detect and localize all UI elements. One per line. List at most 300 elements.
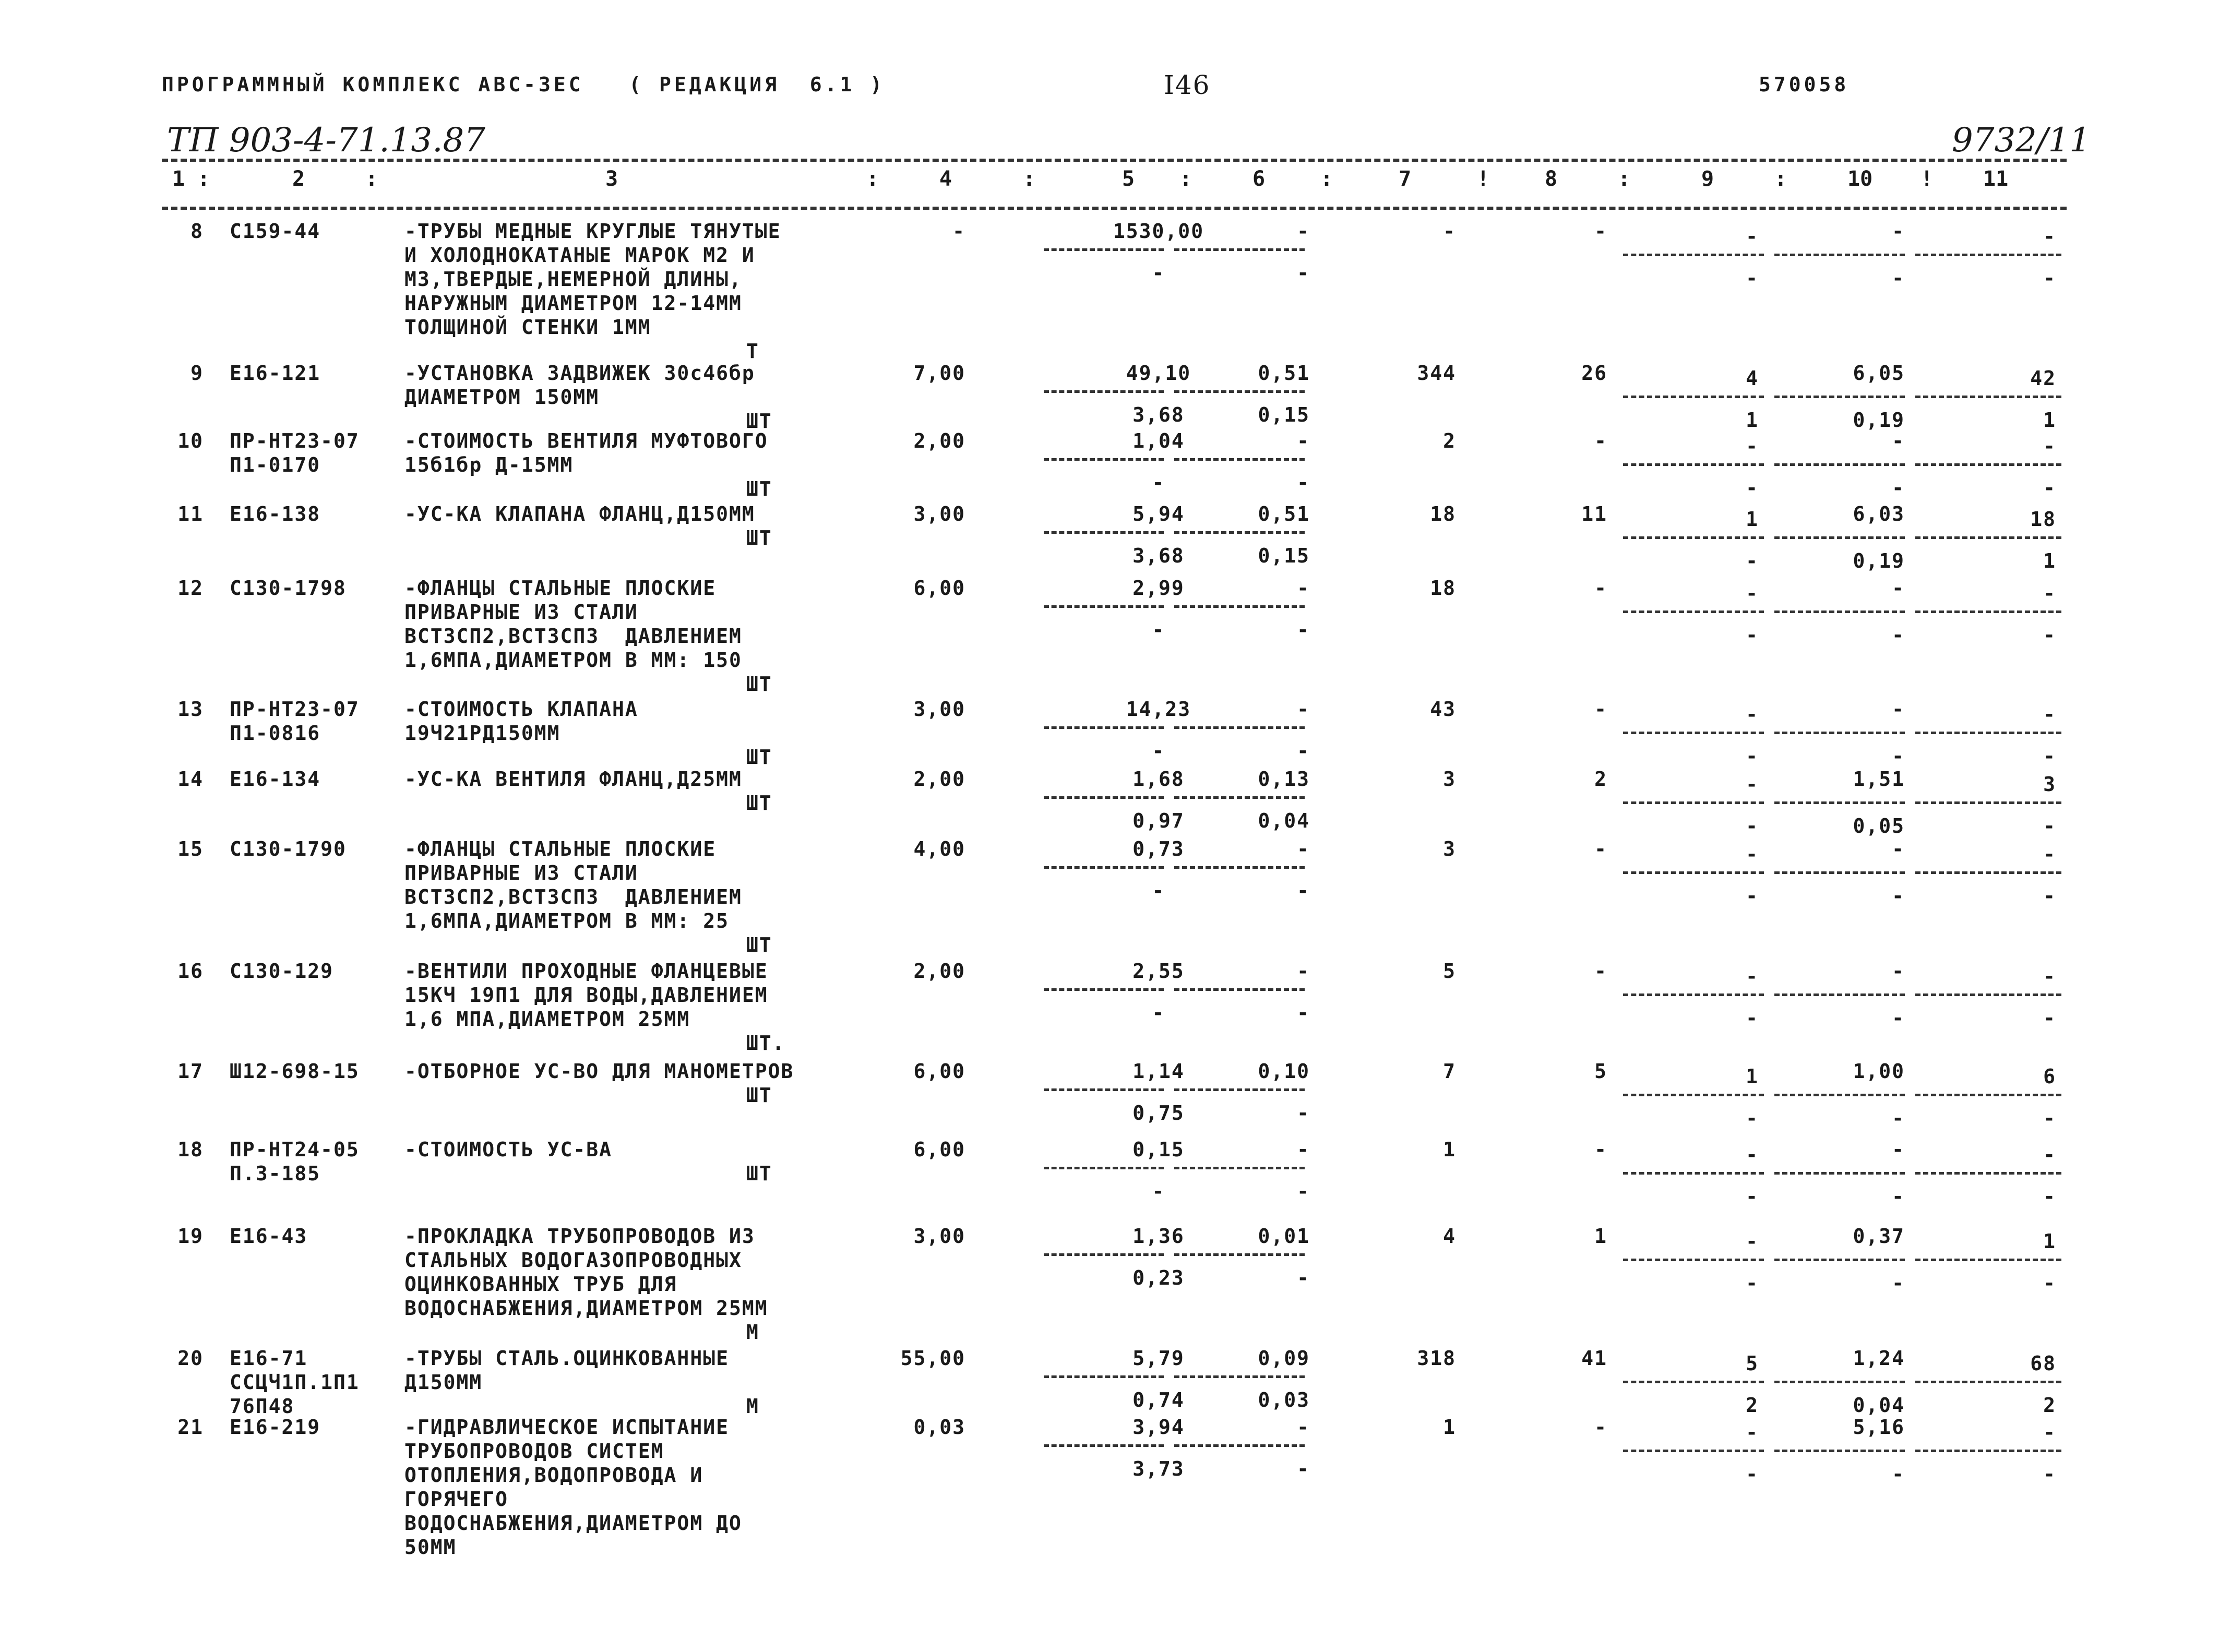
col11-subvalue: - xyxy=(2043,815,2056,837)
col7-value: 2 xyxy=(1443,429,1456,452)
cell-divider xyxy=(1174,726,1305,729)
col9-value: 4 xyxy=(1746,367,1759,390)
col8-value: 2 xyxy=(1594,768,1607,791)
col11-value: - xyxy=(2043,965,2056,988)
col7-value: 1 xyxy=(1443,1138,1456,1161)
program-header: ПРОГРАММНЫЙ КОМПЛЕКС АВС-3ЕС ( РЕДАКЦИЯ 6.1 ) xyxy=(162,73,886,96)
col6-value: 0,51 xyxy=(1258,502,1310,525)
col9-subvalue: 2 xyxy=(1746,1394,1759,1417)
col11-value: - xyxy=(2043,843,2056,866)
col5-value: 5,79 xyxy=(1132,1347,1185,1370)
col9-value: - xyxy=(1746,843,1759,866)
cell-divider xyxy=(1174,605,1305,608)
col9-value: - xyxy=(1746,703,1759,726)
col9-subvalue: - xyxy=(1746,1463,1759,1486)
col9-subvalue: - xyxy=(1746,476,1759,499)
row-code: С159-44 xyxy=(230,220,321,243)
col11-value: - xyxy=(2043,1421,2056,1444)
col7-value: 43 xyxy=(1430,698,1456,721)
col8-value: - xyxy=(1594,960,1607,983)
row-code: Е16-219 xyxy=(230,1416,321,1439)
col6-value: 0,10 xyxy=(1258,1060,1310,1083)
col9-subvalue: - xyxy=(1746,549,1759,572)
column-number: ! xyxy=(1477,167,1490,191)
cell-divider xyxy=(1774,993,1905,996)
col5-value: 1530,00 xyxy=(1113,220,1204,243)
col6-value: - xyxy=(1297,429,1310,452)
col4-value: 0,03 xyxy=(913,1416,965,1439)
col9-subvalue: - xyxy=(1746,1107,1759,1130)
col6-subvalue: - xyxy=(1297,879,1310,902)
col4-value: 2,00 xyxy=(913,960,965,983)
col6-value: 0,51 xyxy=(1258,362,1310,385)
col11-subvalue: - xyxy=(2043,624,2056,647)
column-number: 3 xyxy=(605,167,618,191)
col11-value: 42 xyxy=(2030,367,2056,390)
col6-subvalue: - xyxy=(1297,1266,1310,1289)
col11-value: 18 xyxy=(2030,508,2056,531)
col10-subvalue: - xyxy=(1892,476,1905,499)
row-unit: М xyxy=(746,1321,759,1344)
col6-subvalue: 0,04 xyxy=(1258,809,1310,832)
col10-value: 1,00 xyxy=(1853,1060,1905,1083)
cell-divider xyxy=(1915,732,2061,734)
column-number: 1 : xyxy=(172,167,210,191)
col9-value: - xyxy=(1746,773,1759,796)
col5-subvalue: 0,97 xyxy=(1132,809,1185,832)
col10-subvalue: - xyxy=(1892,1007,1905,1029)
col11-value: - xyxy=(2043,703,2056,726)
col5-subvalue: 0,23 xyxy=(1132,1266,1185,1289)
row-unit: ШТ xyxy=(746,933,772,956)
col5-value: 14,23 xyxy=(1126,698,1191,721)
cell-divider xyxy=(1044,1088,1164,1091)
cell-divider xyxy=(1044,1444,1164,1447)
col10-subvalue: - xyxy=(1892,745,1905,768)
col5-subvalue: 3,73 xyxy=(1132,1457,1185,1480)
col5-value: 49,10 xyxy=(1126,362,1191,385)
column-number: 6 xyxy=(1252,167,1266,191)
col11-subvalue: 2 xyxy=(2043,1394,2056,1417)
cell-divider xyxy=(1174,531,1305,534)
col9-subvalue: - xyxy=(1746,1272,1759,1295)
col5-subvalue: - xyxy=(1152,739,1165,762)
col8-value: 11 xyxy=(1581,502,1607,525)
col10-value: - xyxy=(1892,1138,1905,1161)
col11-subvalue: 1 xyxy=(2043,409,2056,432)
col9-subvalue: - xyxy=(1746,267,1759,290)
col6-subvalue: 0,03 xyxy=(1258,1388,1310,1411)
row-number: 10 xyxy=(177,429,204,452)
col10-subvalue: - xyxy=(1892,884,1905,907)
column-number: ! xyxy=(1920,167,1934,191)
col9-value: - xyxy=(1746,582,1759,605)
cell-divider xyxy=(1174,866,1305,869)
col10-subvalue: - xyxy=(1892,1272,1905,1295)
cell-divider xyxy=(1915,1172,2061,1175)
col10-subvalue: 0,05 xyxy=(1853,815,1905,837)
row-number: 17 xyxy=(177,1060,204,1083)
col8-value: - xyxy=(1594,220,1607,243)
row-number: 18 xyxy=(177,1138,204,1161)
row-unit: ШТ xyxy=(746,746,772,769)
row-description: -ОТБОРНОЕ УС-ВО ДЛЯ МАНОМЕТРОВ xyxy=(404,1060,794,1083)
row-description: -ПРОКЛАДКА ТРУБОПРОВОДОВ ИЗ СТАЛЬНЫХ ВОДОГАЗОПРОВОДНЫХ ОЦИНКОВАННЫХ ТРУБ ДЛЯ ВОДОСНАБЖЕНИЯ,ДИАМЕТРОМ 25ММ xyxy=(404,1225,768,1320)
cell-divider xyxy=(1174,796,1305,799)
col6-value: - xyxy=(1297,577,1310,600)
row-code: С130-129 xyxy=(230,960,334,983)
cell-divider xyxy=(1774,1381,1905,1383)
row-code: Е16-134 xyxy=(230,768,321,791)
row-description: -СТОИМОСТЬ ВЕНТИЛЯ МУФТОВОГО 15б1бр Д-15ММ xyxy=(404,429,768,476)
cell-divider xyxy=(1915,536,2061,539)
col9-value: - xyxy=(1746,965,1759,988)
cell-divider xyxy=(1174,458,1305,461)
column-number: : xyxy=(1023,167,1036,191)
column-number: 9 xyxy=(1701,167,1714,191)
col6-value: - xyxy=(1297,837,1310,860)
cell-divider xyxy=(1174,1253,1305,1256)
column-number: 5 xyxy=(1122,167,1135,191)
col4-value: 6,00 xyxy=(913,1060,965,1083)
row-number: 8 xyxy=(190,220,204,243)
cell-divider xyxy=(1915,1381,2061,1383)
col9-value: 1 xyxy=(1746,508,1759,531)
row-number: 20 xyxy=(177,1347,204,1370)
col10-value: 0,37 xyxy=(1853,1225,1905,1248)
cell-divider xyxy=(1623,1172,1764,1175)
col6-subvalue: - xyxy=(1297,1180,1310,1203)
col9-value: 1 xyxy=(1746,1065,1759,1088)
row-description: -УСТАНОВКА ЗАДВИЖЕК 30с46бр ДИАМЕТРОМ 150ММ xyxy=(404,362,755,409)
row-description: -СТОИМОСТЬ УС-ВА xyxy=(404,1138,613,1161)
col6-value: 0,01 xyxy=(1258,1225,1310,1248)
col9-value: - xyxy=(1746,225,1759,248)
col10-subvalue: 0,04 xyxy=(1853,1394,1905,1417)
cell-divider xyxy=(1044,1253,1164,1256)
header-rule-bottom xyxy=(162,207,2067,210)
cell-divider xyxy=(1174,248,1305,251)
col10-value: - xyxy=(1892,220,1905,243)
cell-divider xyxy=(1774,1259,1905,1261)
row-number: 15 xyxy=(177,837,204,860)
col5-value: 2,55 xyxy=(1132,960,1185,983)
row-number: 19 xyxy=(177,1225,204,1248)
col4-value: - xyxy=(952,220,965,243)
col4-value: 3,00 xyxy=(913,698,965,721)
col8-value: - xyxy=(1594,429,1607,452)
cell-divider xyxy=(1915,801,2061,804)
col7-value: 344 xyxy=(1417,362,1456,385)
row-unit: ШТ xyxy=(746,792,772,815)
col5-value: 5,94 xyxy=(1132,502,1185,525)
col11-value: - xyxy=(2043,435,2056,458)
col10-value: 1,24 xyxy=(1853,1347,1905,1370)
col6-subvalue: 0,15 xyxy=(1258,544,1310,567)
col5-subvalue: 3,68 xyxy=(1132,403,1185,426)
col5-value: 1,04 xyxy=(1132,429,1185,452)
row-description: -ФЛАНЦЫ СТАЛЬНЫЕ ПЛОСКИЕ ПРИВАРНЫЕ ИЗ СТАЛИ ВСТ3СП2,ВСТ3СП3 ДАВЛЕНИЕМ 1,6МПА,ДИАМЕТРОМ В ММ: 25 xyxy=(404,837,742,932)
cell-divider xyxy=(1174,1167,1305,1169)
col4-value: 3,00 xyxy=(913,1225,965,1248)
col7-value: 4 xyxy=(1443,1225,1456,1248)
col4-value: 6,00 xyxy=(913,577,965,600)
cell-divider xyxy=(1044,458,1164,461)
cell-divider xyxy=(1044,248,1164,251)
cell-divider xyxy=(1044,866,1164,869)
col10-subvalue: 0,19 xyxy=(1853,409,1905,432)
col5-subvalue: - xyxy=(1152,618,1165,641)
col11-value: - xyxy=(2043,225,2056,248)
col5-subvalue: - xyxy=(1152,471,1165,494)
col9-subvalue: - xyxy=(1746,1007,1759,1029)
cell-divider xyxy=(1623,610,1764,613)
col11-subvalue: 1 xyxy=(2043,549,2056,572)
col9-value: - xyxy=(1746,1421,1759,1444)
row-number: 21 xyxy=(177,1416,204,1439)
col6-value: 0,13 xyxy=(1258,768,1310,791)
row-unit: ШТ xyxy=(746,1084,772,1107)
col6-value: - xyxy=(1297,220,1310,243)
row-description: -СТОИМОСТЬ КЛАПАНА 19Ч21РД150ММ xyxy=(404,698,638,745)
row-number: 11 xyxy=(177,502,204,525)
col7-value: 7 xyxy=(1443,1060,1456,1083)
col4-value: 55,00 xyxy=(900,1347,965,1370)
row-unit: ШТ xyxy=(746,526,772,549)
row-description: -ФЛАНЦЫ СТАЛЬНЫЕ ПЛОСКИЕ ПРИВАРНЫЕ ИЗ СТАЛИ ВСТ3СП2,ВСТ3СП3 ДАВЛЕНИЕМ 1,6МПА,ДИАМЕТРОМ В ММ: 150 xyxy=(404,577,742,672)
cell-divider xyxy=(1174,1375,1305,1378)
col4-value: 6,00 xyxy=(913,1138,965,1161)
cell-divider xyxy=(1623,1094,1764,1096)
column-number: 7 xyxy=(1399,167,1412,191)
row-number: 12 xyxy=(177,577,204,600)
cell-divider xyxy=(1774,536,1905,539)
stamp-right: 9732/11 xyxy=(1952,121,2091,160)
col9-value: - xyxy=(1746,1230,1759,1253)
col7-value: 18 xyxy=(1430,577,1456,600)
col7-value: 318 xyxy=(1417,1347,1456,1370)
col6-subvalue: - xyxy=(1297,1457,1310,1480)
col11-subvalue: - xyxy=(2043,745,2056,768)
cell-divider xyxy=(1044,605,1164,608)
row-code: Е16-138 xyxy=(230,502,321,525)
col8-value: - xyxy=(1594,837,1607,860)
col11-subvalue: - xyxy=(2043,1107,2056,1130)
col7-value: 3 xyxy=(1443,837,1456,860)
cell-divider xyxy=(1044,988,1164,991)
col10-subvalue: - xyxy=(1892,1185,1905,1208)
col4-value: 3,00 xyxy=(913,502,965,525)
col6-subvalue: - xyxy=(1297,739,1310,762)
col10-value: 1,51 xyxy=(1853,768,1905,791)
col6-value: - xyxy=(1297,960,1310,983)
cell-divider xyxy=(1623,871,1764,874)
row-unit: М xyxy=(746,1395,759,1418)
col4-value: 2,00 xyxy=(913,768,965,791)
row-unit: ШТ xyxy=(746,477,772,500)
cell-divider xyxy=(1623,396,1764,398)
col6-subvalue: - xyxy=(1297,1102,1310,1124)
col5-subvalue: 0,74 xyxy=(1132,1388,1185,1411)
col9-subvalue: - xyxy=(1746,745,1759,768)
row-number: 16 xyxy=(177,960,204,983)
col10-value: 6,03 xyxy=(1853,502,1905,525)
col8-value: - xyxy=(1594,1138,1607,1161)
col8-value: 41 xyxy=(1581,1347,1607,1370)
column-number: 10 xyxy=(1847,167,1873,191)
col9-subvalue: - xyxy=(1746,1185,1759,1208)
col5-value: 2,99 xyxy=(1132,577,1185,600)
col10-value: 6,05 xyxy=(1853,362,1905,385)
column-number: : xyxy=(866,167,879,191)
cell-divider xyxy=(1915,1094,2061,1096)
cell-divider xyxy=(1774,610,1905,613)
col11-subvalue: - xyxy=(2043,1185,2056,1208)
col9-subvalue: - xyxy=(1746,884,1759,907)
column-number: : xyxy=(1774,167,1787,191)
cell-divider xyxy=(1623,732,1764,734)
col11-subvalue: - xyxy=(2043,884,2056,907)
col10-subvalue: - xyxy=(1892,1463,1905,1486)
row-unit: ШТ. xyxy=(746,1032,785,1055)
row-number: 9 xyxy=(190,362,204,385)
col5-value: 1,14 xyxy=(1132,1060,1185,1083)
col7-value: 18 xyxy=(1430,502,1456,525)
col5-subvalue: 0,75 xyxy=(1132,1102,1185,1124)
row-code: ПР-НТ23-07 П1-0170 xyxy=(230,429,360,476)
col10-subvalue: - xyxy=(1892,267,1905,290)
cell-divider xyxy=(1174,1088,1305,1091)
cell-divider xyxy=(1774,1450,1905,1452)
row-unit: ШТ xyxy=(746,1162,772,1185)
col6-subvalue: - xyxy=(1297,261,1310,284)
col5-subvalue: 3,68 xyxy=(1132,544,1185,567)
col7-value: 3 xyxy=(1443,768,1456,791)
column-number: : xyxy=(1179,167,1192,191)
col10-value: - xyxy=(1892,429,1905,452)
col11-value: 1 xyxy=(2043,1230,2056,1253)
cell-divider xyxy=(1774,801,1905,804)
cell-divider xyxy=(1774,1172,1905,1175)
cell-divider xyxy=(1174,988,1305,991)
col9-subvalue: - xyxy=(1746,624,1759,647)
cell-divider xyxy=(1915,610,2061,613)
column-number: 8 xyxy=(1545,167,1558,191)
row-code: Е16-71 ССЦЧ1П.1П1 76П48 xyxy=(230,1347,360,1418)
col10-subvalue: 0,19 xyxy=(1853,549,1905,572)
col6-subvalue: 0,15 xyxy=(1258,403,1310,426)
col5-value: 0,15 xyxy=(1132,1138,1185,1161)
cell-divider xyxy=(1174,390,1305,393)
cell-divider xyxy=(1774,396,1905,398)
col8-value: - xyxy=(1594,1416,1607,1439)
col9-value: - xyxy=(1746,1143,1759,1166)
row-description: -ВЕНТИЛИ ПРОХОДНЫЕ ФЛАНЦЕВЫЕ 15КЧ 19П1 ДЛЯ ВОДЫ,ДАВЛЕНИЕМ 1,6 МПА,ДИАМЕТРОМ 25ММ xyxy=(404,960,768,1031)
row-description: -ГИДРАВЛИЧЕСКОЕ ИСПЫТАНИЕ ТРУБОПРОВОДОВ СИСТЕМ ОТОПЛЕНИЯ,ВОДОПРОВОДА И ГОРЯЧЕГО ВОДОСНАБЖЕНИЯ,ДИАМЕТРОМ ДО 50ММ xyxy=(404,1416,742,1559)
cell-divider xyxy=(1915,254,2061,256)
cell-divider xyxy=(1915,463,2061,466)
cell-divider xyxy=(1774,1094,1905,1096)
col11-subvalue: - xyxy=(2043,1463,2056,1486)
col11-value: 68 xyxy=(2030,1352,2056,1375)
cell-divider xyxy=(1623,993,1764,996)
col9-value: - xyxy=(1746,435,1759,458)
col6-value: - xyxy=(1297,1416,1310,1439)
col11-subvalue: - xyxy=(2043,1007,2056,1029)
col11-value: 3 xyxy=(2043,773,2056,796)
col4-value: 7,00 xyxy=(913,362,965,385)
page-number: I46 xyxy=(1164,70,1211,100)
cell-divider xyxy=(1623,1381,1764,1383)
col10-value: - xyxy=(1892,960,1905,983)
col5-subvalue: - xyxy=(1152,261,1165,284)
row-code: Е16-43 xyxy=(230,1225,308,1248)
stamp-left: ТП 903-4-71.13.87 xyxy=(167,121,485,160)
col10-value: - xyxy=(1892,577,1905,600)
col11-value: - xyxy=(2043,1143,2056,1166)
cell-divider xyxy=(1044,1375,1164,1378)
column-number: : xyxy=(1618,167,1631,191)
col4-value: 2,00 xyxy=(913,429,965,452)
col6-subvalue: - xyxy=(1297,618,1310,641)
col5-subvalue: - xyxy=(1152,1180,1165,1203)
col7-value: - xyxy=(1443,220,1456,243)
col11-subvalue: - xyxy=(2043,476,2056,499)
row-code: С130-1798 xyxy=(230,577,347,600)
row-code: ПР-НТ24-05 П.3-185 xyxy=(230,1138,360,1185)
header-rule-top xyxy=(162,159,2067,162)
col9-value: 5 xyxy=(1746,1352,1759,1375)
cell-divider xyxy=(1623,536,1764,539)
col10-value: - xyxy=(1892,837,1905,860)
col11-subvalue: - xyxy=(2043,267,2056,290)
cell-divider xyxy=(1915,871,2061,874)
col9-subvalue: 1 xyxy=(1746,409,1759,432)
document-code: 570058 xyxy=(1759,73,1850,96)
cell-divider xyxy=(1623,1259,1764,1261)
row-description: -ТРУБЫ МЕДНЫЕ КРУГЛЫЕ ТЯНУТЫЕ И ХОЛОДНОКАТАНЫЕ МАРОК М2 И М3,ТВЕРДЫЕ,НЕМЕРНОЙ ДЛИНЫ, НАРУЖНЫМ ДИАМЕТРОМ 12-14ММ ТОЛЩИНОЙ СТЕНКИ 1ММ xyxy=(404,220,781,339)
row-number: 14 xyxy=(177,768,204,791)
col4-value: 4,00 xyxy=(913,837,965,860)
cell-divider xyxy=(1915,1450,2061,1452)
cell-divider xyxy=(1623,1450,1764,1452)
cell-divider xyxy=(1044,1167,1164,1169)
cell-divider xyxy=(1774,254,1905,256)
cell-divider xyxy=(1774,732,1905,734)
cell-divider xyxy=(1774,463,1905,466)
row-code: ПР-НТ23-07 П1-0816 xyxy=(230,698,360,745)
column-number: : xyxy=(1320,167,1333,191)
row-unit: Т xyxy=(746,340,759,363)
col6-value: - xyxy=(1297,1138,1310,1161)
col9-subvalue: - xyxy=(1746,815,1759,837)
cell-divider xyxy=(1915,993,2061,996)
col5-value: 1,36 xyxy=(1132,1225,1185,1248)
cell-divider xyxy=(1915,1259,2061,1261)
col8-value: 1 xyxy=(1594,1225,1607,1248)
column-number: : xyxy=(365,167,378,191)
col11-value: 6 xyxy=(2043,1065,2056,1088)
row-code: Е16-121 xyxy=(230,362,321,385)
row-description: -УС-КА ВЕНТИЛЯ ФЛАНЦ,Д25ММ xyxy=(404,768,742,791)
row-description: -ТРУБЫ СТАЛЬ.ОЦИНКОВАННЫЕ Д150ММ xyxy=(404,1347,729,1394)
cell-divider xyxy=(1044,531,1164,534)
col5-value: 1,68 xyxy=(1132,768,1185,791)
column-number: 2 xyxy=(292,167,305,191)
row-code: С130-1790 xyxy=(230,837,347,860)
col5-value: 3,94 xyxy=(1132,1416,1185,1439)
cell-divider xyxy=(1174,1444,1305,1447)
